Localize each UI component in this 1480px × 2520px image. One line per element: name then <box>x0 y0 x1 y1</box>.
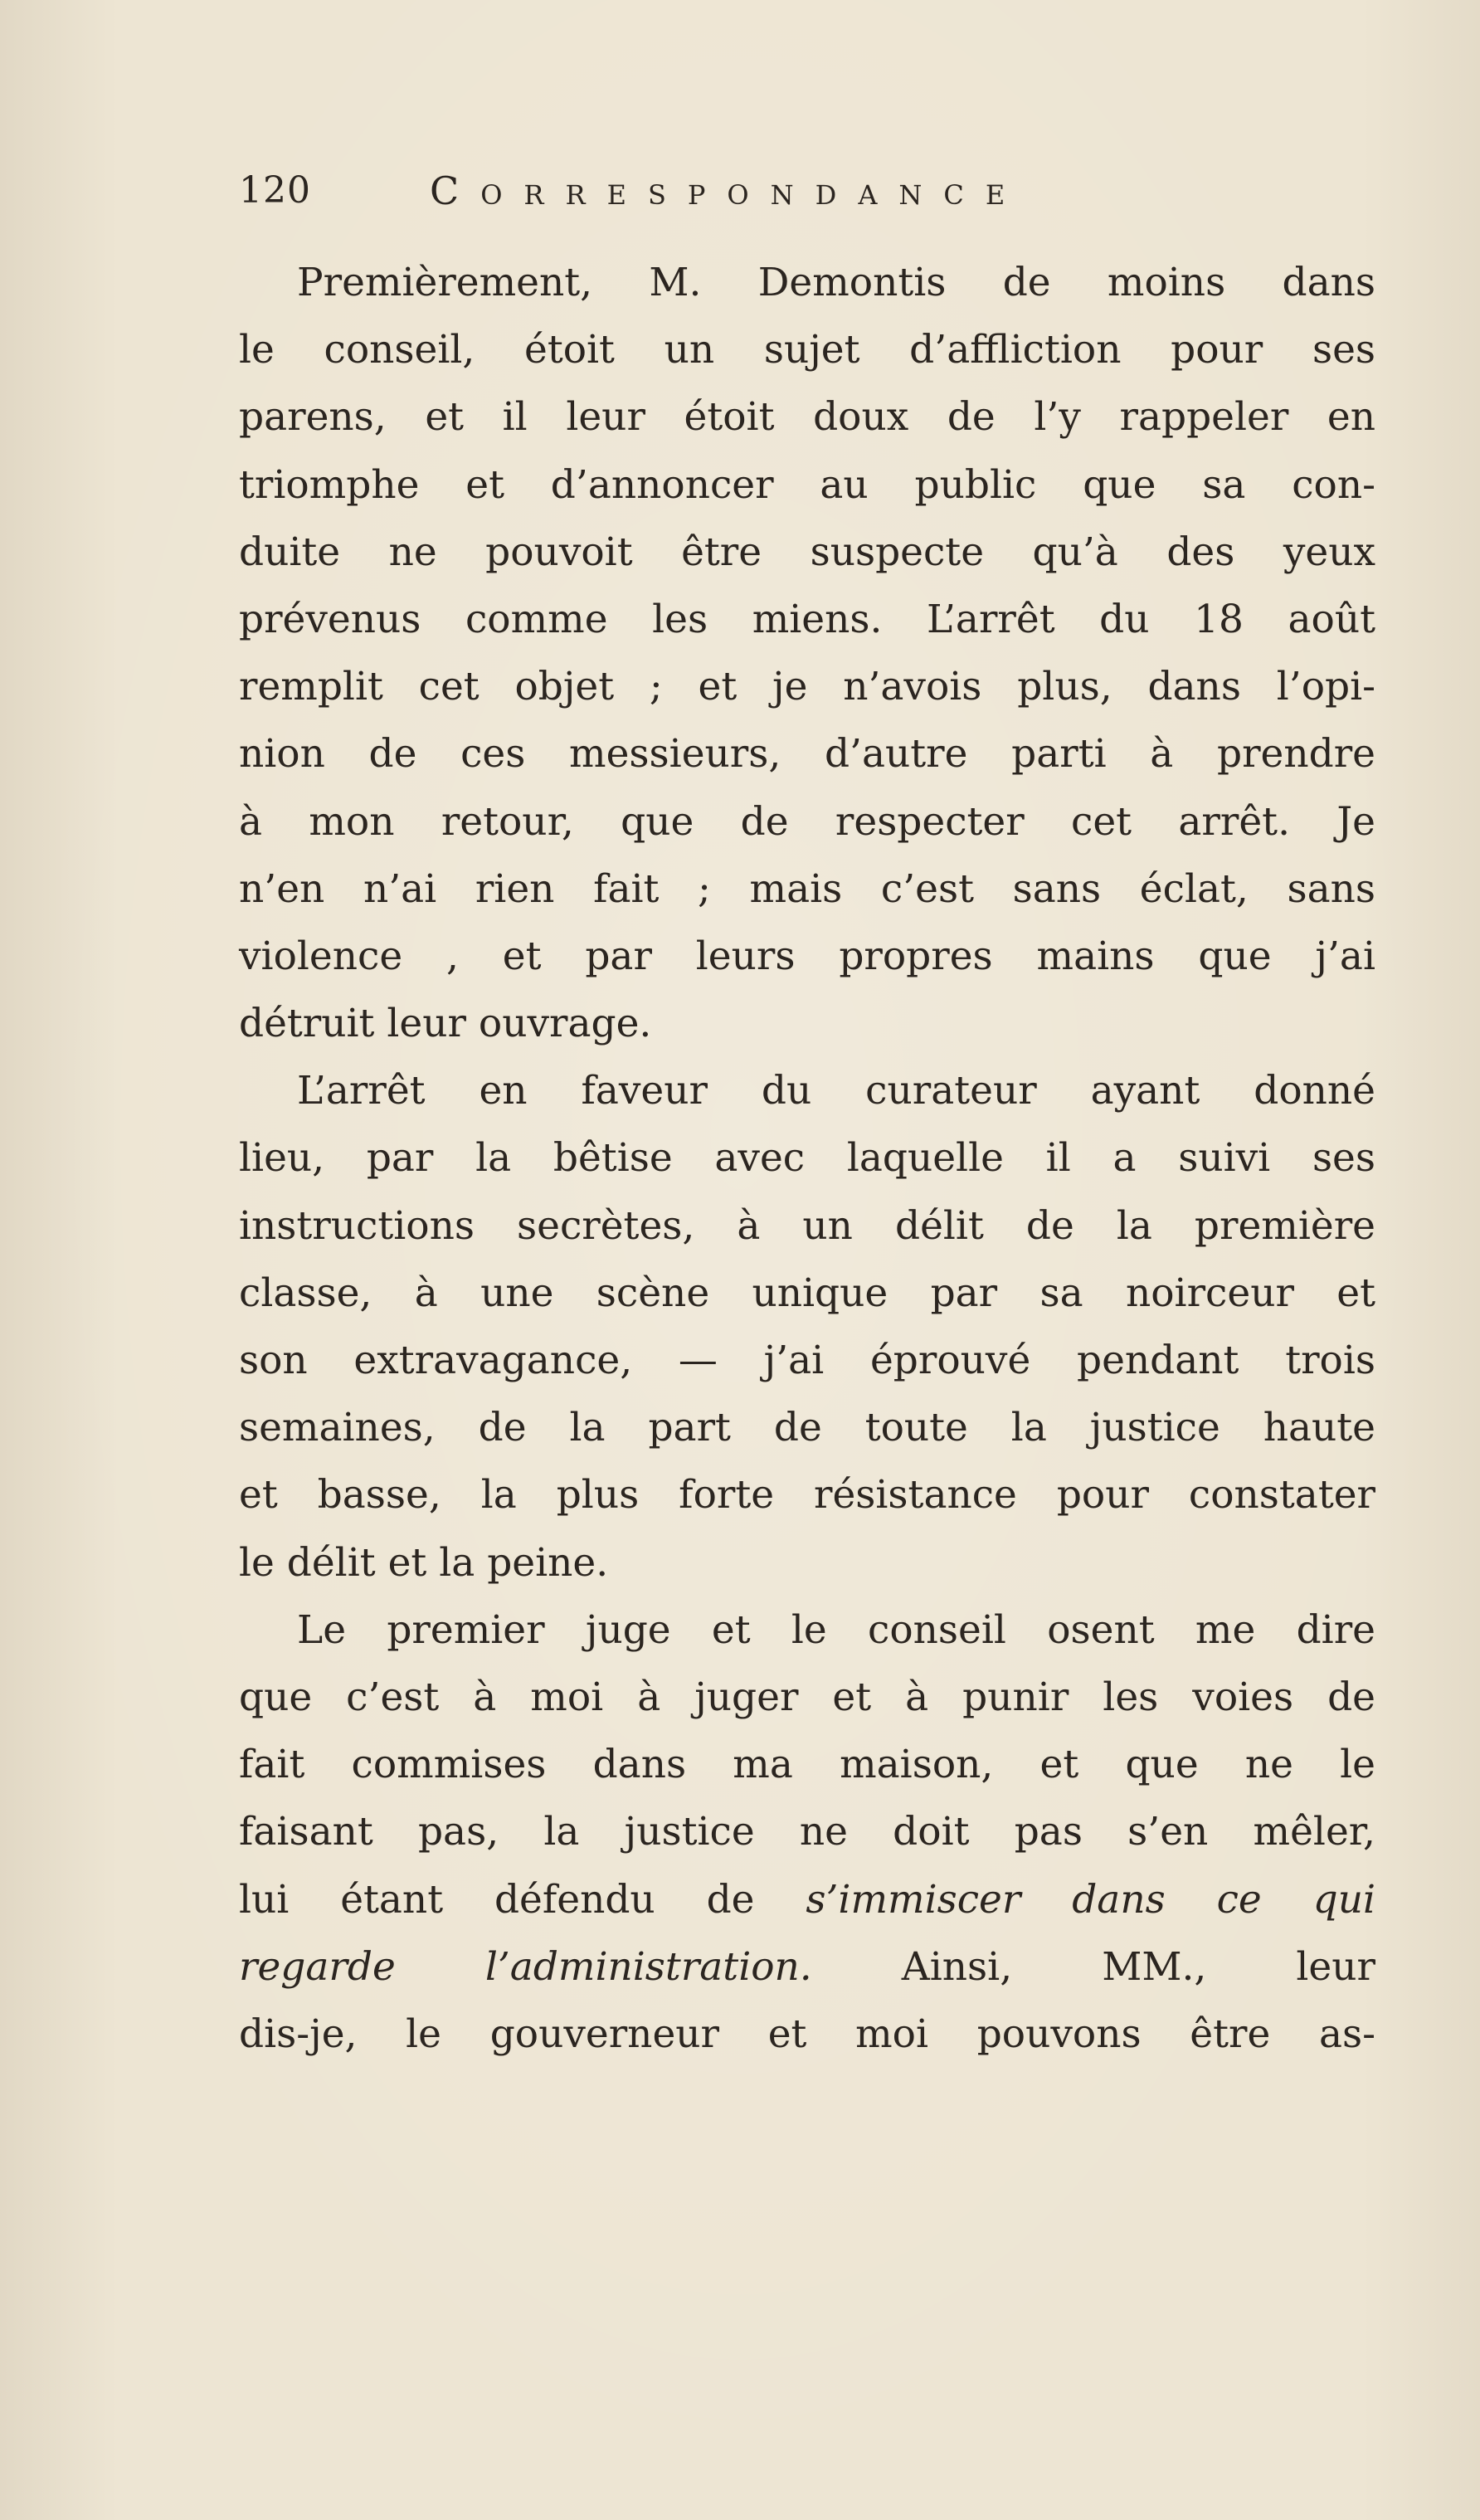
body-text <box>239 249 1375 2068</box>
text-line: le conseil, étoit un sujet d’affliction pour ses <box>239 327 1375 373</box>
text-line: que c’est à moi à juger et à punir les voies de <box>239 1674 1375 1720</box>
text-line: à mon retour, que de respecter cet arrêt. Je <box>239 798 1375 845</box>
paragraph-3 <box>239 1596 1375 2068</box>
text-line: nion de ces messieurs, d’autre parti à prendre <box>239 731 1375 777</box>
text-line: dis-je, le gouverneur et moi pouvons être as- <box>239 2011 1375 2057</box>
text-line: Le premier juge et le conseil osent me dire <box>297 1606 1375 1653</box>
text-line: semaines, de la part de toute la justice haute <box>239 1405 1375 1451</box>
text-line: faisant pas, la justice ne doit pas s’en mêler, <box>239 1809 1375 1855</box>
paragraph-2 <box>239 1057 1375 1596</box>
text-line: remplit cet objet ; et je n’avois plus, dans l’opi- <box>239 664 1375 710</box>
text-line: classe, à une scène unique par sa noirceur et <box>239 1270 1375 1316</box>
text-line <box>239 1933 1375 2001</box>
text-line: L’arrêt en faveur du curateur ayant donné <box>297 1068 1375 1114</box>
running-head: Correspondance <box>430 168 1027 213</box>
text-line: et basse, la plus forte résistance pour constater <box>239 1472 1375 1518</box>
text-line: Premièrement, M. Demontis de moins dans <box>297 260 1375 305</box>
italic-text-run: regarde l’administration. <box>239 1943 812 1990</box>
text-line: le délit et la peine. <box>239 1539 609 1586</box>
text-line: parens, et il leur étoit doux de l’y rappeler en <box>239 394 1375 441</box>
text-line: détruit leur ouvrage. <box>239 1001 652 1047</box>
text-line: instructions secrètes, à un délit de la première <box>239 1202 1375 1249</box>
text-line: triomphe et d’annoncer au public que sa con- <box>239 461 1375 508</box>
text-line: lieu, par la bêtise avec laquelle il a suivi ses <box>239 1135 1375 1182</box>
text-line: son extravagance, — j’ai éprouvé pendant trois <box>239 1338 1375 1383</box>
text-line: duite ne pouvoit être suspecte qu’à des yeux <box>239 529 1375 575</box>
page-header <box>239 166 1392 216</box>
text-line: n’en n’ai rien fait ; mais c’est sans éclat, sans <box>239 865 1375 912</box>
italic-text-run: s’immiscer dans ce qui <box>806 1876 1375 1923</box>
text-run: Ainsi, MM., leur <box>811 1943 1375 1990</box>
page-number: 120 <box>239 169 311 212</box>
text-line <box>239 1866 1375 1933</box>
text-run: lui étant défendu de <box>239 1876 806 1923</box>
text-line: fait commises dans ma maison, et que ne le <box>239 1742 1375 1788</box>
paragraph-1 <box>239 249 1375 1057</box>
text-line: violence , et par leurs propres mains que j’ai <box>239 933 1375 979</box>
text-line: prévenus comme les miens. L’arrêt du 18 août <box>239 596 1375 642</box>
